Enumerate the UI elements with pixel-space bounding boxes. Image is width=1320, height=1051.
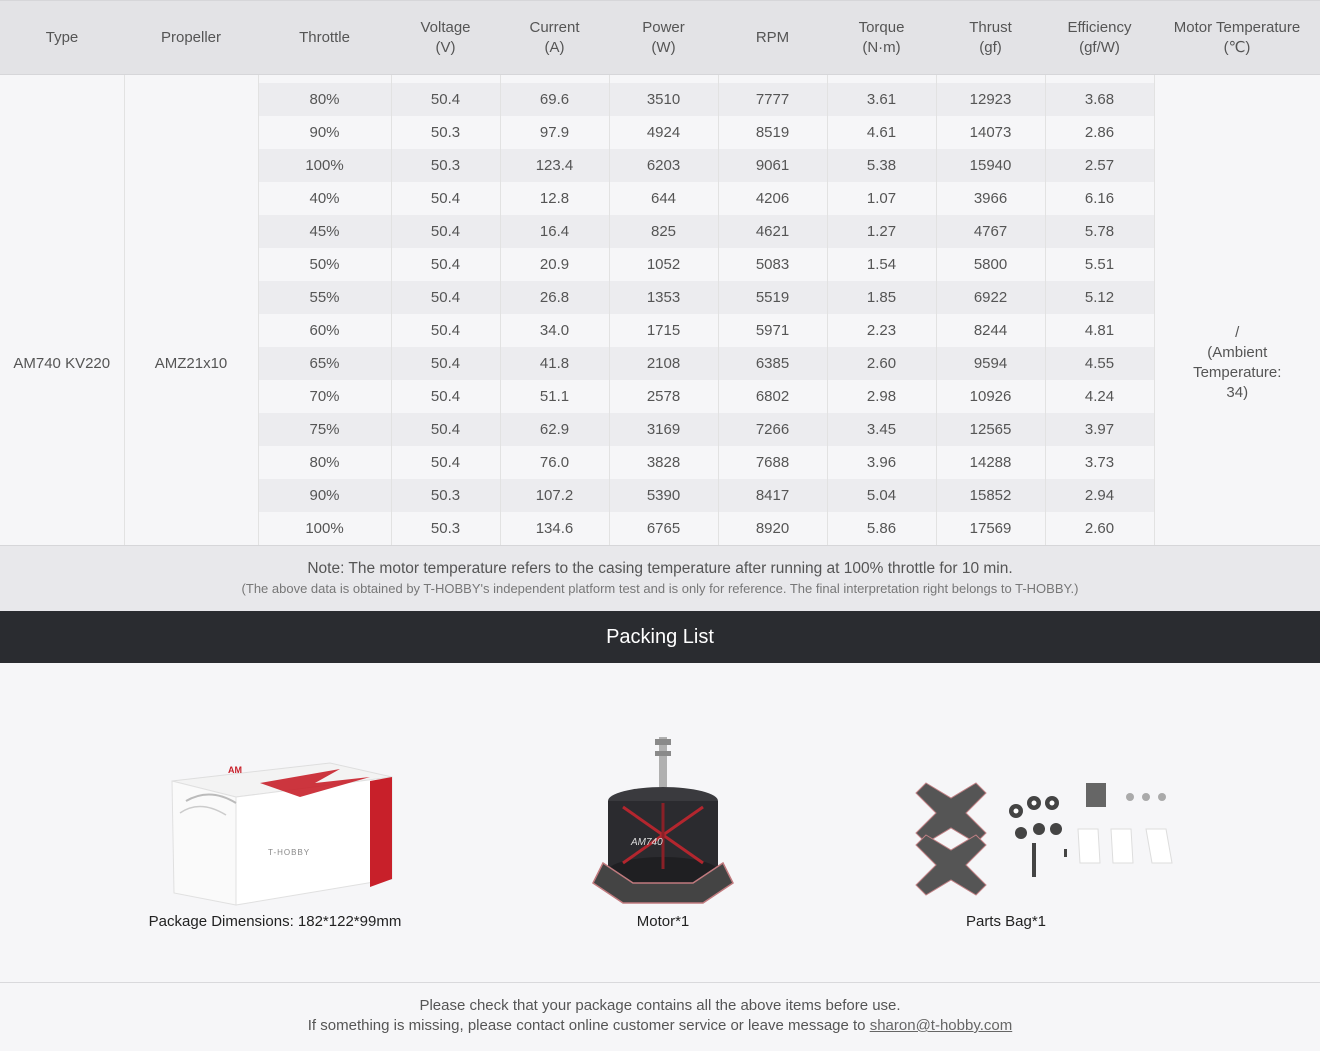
throttle-cell: 80% <box>258 83 391 116</box>
voltage-cell: 50.4 <box>391 314 500 347</box>
power-cell: 1052 <box>609 248 718 281</box>
motor-label: AM740 <box>631 836 663 848</box>
throttle-cell: 60% <box>258 314 391 347</box>
header-rpm: RPM <box>718 1 827 75</box>
test-note <box>0 545 1320 611</box>
power-cell: 5390 <box>609 479 718 512</box>
header-thrust <box>936 1 1045 75</box>
torque-cell: 2.23 <box>827 314 936 347</box>
header-efficiency-unit: (gf/W) <box>1079 38 1120 56</box>
voltage-cell: 50.4 <box>391 380 500 413</box>
header-efficiency <box>1045 1 1154 75</box>
parts-bag-item <box>906 763 1186 953</box>
voltage-cell: 50.4 <box>391 347 500 380</box>
voltage-cell: 50.4 <box>391 215 500 248</box>
power-cell: 6203 <box>609 149 718 182</box>
current-cell: 107.2 <box>500 479 609 512</box>
box-mark: AM <box>228 764 242 775</box>
efficiency-cell: 5.12 <box>1045 281 1154 314</box>
motor-item <box>583 733 743 953</box>
efficiency-cell: 2.60 <box>1045 512 1154 545</box>
motor-temp-line: / <box>1235 324 1240 341</box>
current-cell: 76.0 <box>500 446 609 479</box>
packing-list <box>0 663 1320 983</box>
power-cell: 644 <box>609 182 718 215</box>
thrust-cell: 4767 <box>936 215 1045 248</box>
header-torque-label: Torque <box>858 18 905 36</box>
header-voltage-unit: (V) <box>435 38 456 56</box>
thrust-cell: 15852 <box>936 479 1045 512</box>
prev-temp-cell <box>1154 75 1320 182</box>
note-line-2: (The above data is obtained by T-HOBBY's independent platform test and is only for reference. The final interpretation right belongs to T-HOBBY.) <box>241 580 1079 596</box>
throttle-cell: 75% <box>258 413 391 446</box>
motor-temp-line: (Ambient <box>1207 344 1268 361</box>
voltage-cell: 50.3 <box>391 512 500 545</box>
email-link[interactable]: sharon@t-hobby.com <box>869 1017 1013 1034</box>
torque-cell: 1.85 <box>827 281 936 314</box>
rpm-cell: 5083 <box>718 248 827 281</box>
efficiency-cell: 2.94 <box>1045 479 1154 512</box>
efficiency-cell: 6.16 <box>1045 182 1154 215</box>
package-item <box>140 743 410 953</box>
rpm-cell: 5971 <box>718 314 827 347</box>
power-cell: 4924 <box>609 116 718 149</box>
throttle-cell: 90% <box>258 479 391 512</box>
header-current <box>500 1 609 75</box>
rpm-cell: 5519 <box>718 281 827 314</box>
power-cell: 1353 <box>609 281 718 314</box>
header-thrust-unit: (gf) <box>979 38 1002 56</box>
throttle-cell: 45% <box>258 215 391 248</box>
rpm-cell: 4206 <box>718 182 827 215</box>
current-cell: 26.8 <box>500 281 609 314</box>
header-type: Type <box>0 1 124 75</box>
parts-bag-caption: Parts Bag*1 <box>965 912 1047 930</box>
efficiency-cell: 4.81 <box>1045 314 1154 347</box>
footer-line-2 <box>0 1016 1320 1036</box>
current-cell: 12.8 <box>500 182 609 215</box>
thrust-cell: 3966 <box>936 182 1045 215</box>
footer <box>0 984 1320 1051</box>
torque-cell: 1.54 <box>827 248 936 281</box>
header-current-label: Current <box>529 18 580 36</box>
torque-cell: 5.04 <box>827 479 936 512</box>
rpm-cell: 6802 <box>718 380 827 413</box>
current-cell: 134.6 <box>500 512 609 545</box>
current-cell: 16.4 <box>500 215 609 248</box>
current-cell: 69.6 <box>500 83 609 116</box>
prev-propeller-cell <box>124 75 258 182</box>
power-cell: 825 <box>609 215 718 248</box>
throttle-cell: 100% <box>258 149 391 182</box>
header-propeller: Propeller <box>124 1 258 75</box>
thrust-cell: 17569 <box>936 512 1045 545</box>
header-efficiency-label: Efficiency <box>1067 18 1132 36</box>
header-thrust-label: Thrust <box>969 18 1012 36</box>
thrust-cell: 12923 <box>936 83 1045 116</box>
motor-temp-line: 34) <box>1226 384 1249 401</box>
torque-cell: 3.96 <box>827 446 936 479</box>
voltage-cell: 50.4 <box>391 248 500 281</box>
efficiency-cell: 2.86 <box>1045 116 1154 149</box>
torque-cell: 4.61 <box>827 116 936 149</box>
voltage-cell: 50.4 <box>391 182 500 215</box>
efficiency-cell: 5.51 <box>1045 248 1154 281</box>
efficiency-cell: 2.57 <box>1045 149 1154 182</box>
header-throttle: Throttle <box>258 1 391 75</box>
rpm-cell: 7777 <box>718 83 827 116</box>
motor-temp-cell <box>1154 182 1320 545</box>
throttle-cell: 70% <box>258 380 391 413</box>
efficiency-cell: 3.97 <box>1045 413 1154 446</box>
header-power-label: Power <box>642 18 685 36</box>
top-rows <box>0 75 1320 182</box>
footer-line-1: Please check that your package contains all the above items before use. <box>419 997 901 1014</box>
throttle-cell: 90% <box>258 116 391 149</box>
power-cell: 2108 <box>609 347 718 380</box>
header-temp <box>1154 1 1320 75</box>
rpm-cell: 8920 <box>718 512 827 545</box>
power-cell: 1715 <box>609 314 718 347</box>
voltage-cell: 50.4 <box>391 413 500 446</box>
throttle-cell: 65% <box>258 347 391 380</box>
power-cell: 3828 <box>609 446 718 479</box>
header-voltage <box>391 1 500 75</box>
voltage-cell: 50.4 <box>391 281 500 314</box>
rpm-cell: 9061 <box>718 149 827 182</box>
voltage-cell: 50.3 <box>391 116 500 149</box>
throttle-cell: 50% <box>258 248 391 281</box>
power-cell: 6765 <box>609 512 718 545</box>
efficiency-cell: 3.68 <box>1045 83 1154 116</box>
rpm-cell: 8519 <box>718 116 827 149</box>
thrust-cell: 14073 <box>936 116 1045 149</box>
torque-cell: 1.07 <box>827 182 936 215</box>
packing-list-title: Packing List <box>0 611 1320 663</box>
current-cell: 41.8 <box>500 347 609 380</box>
torque-cell: 3.45 <box>827 413 936 446</box>
header-temp-unit: (℃) <box>1223 38 1251 56</box>
rpm-cell: 8417 <box>718 479 827 512</box>
note-line-1: Note: The motor temperature refers to the casing temperature after running at 100% throttle for 10 min. <box>307 559 1013 577</box>
box-brand: T-HOBBY <box>268 847 311 857</box>
data-block <box>0 182 1320 545</box>
header-voltage-label: Voltage <box>420 18 471 36</box>
parts-bag-icon <box>906 763 1186 913</box>
efficiency-cell: 5.78 <box>1045 215 1154 248</box>
power-cell: 3169 <box>609 413 718 446</box>
header-torque <box>827 1 936 75</box>
thrust-cell: 8244 <box>936 314 1045 347</box>
current-cell: 20.9 <box>500 248 609 281</box>
torque-cell: 5.86 <box>827 512 936 545</box>
throttle-cell: 80% <box>258 446 391 479</box>
torque-cell: 2.98 <box>827 380 936 413</box>
footer-line-2-text: If something is missing, please contact online customer service or leave message to <box>307 1017 870 1034</box>
current-cell: 97.9 <box>500 116 609 149</box>
voltage-cell: 50.4 <box>391 446 500 479</box>
package-caption: Package Dimensions: 182*122*99mm <box>148 912 402 930</box>
thrust-cell: 9594 <box>936 347 1045 380</box>
voltage-cell: 50.3 <box>391 149 500 182</box>
thrust-cell: 6922 <box>936 281 1045 314</box>
table-header <box>0 1 1320 75</box>
current-cell: 123.4 <box>500 149 609 182</box>
thrust-cell: 12565 <box>936 413 1045 446</box>
motor-icon <box>583 733 743 913</box>
torque-cell: 2.60 <box>827 347 936 380</box>
rpm-cell: 4621 <box>718 215 827 248</box>
power-cell: 3510 <box>609 83 718 116</box>
voltage-cell: 50.3 <box>391 479 500 512</box>
torque-cell: 1.27 <box>827 215 936 248</box>
rpm-cell: 7266 <box>718 413 827 446</box>
torque-cell: 3.61 <box>827 83 936 116</box>
table-row <box>0 182 1320 215</box>
throttle-cell: 55% <box>258 281 391 314</box>
header-temp-label: Motor Temperature <box>1173 18 1301 36</box>
header-power-unit: (W) <box>651 38 676 56</box>
power-cell: 2578 <box>609 380 718 413</box>
package-box-icon <box>140 743 410 913</box>
current-cell: 62.9 <box>500 413 609 446</box>
efficiency-cell: 4.24 <box>1045 380 1154 413</box>
voltage-cell: 50.4 <box>391 83 500 116</box>
current-cell: 34.0 <box>500 314 609 347</box>
header-power <box>609 1 718 75</box>
current-cell: 51.1 <box>500 380 609 413</box>
header-torque-unit: (N·m) <box>862 38 901 56</box>
thrust-cell: 10926 <box>936 380 1045 413</box>
motor-temp-line: Temperature: <box>1193 364 1282 381</box>
prev-type-cell <box>0 75 124 182</box>
rpm-cell: 7688 <box>718 446 827 479</box>
throttle-cell: 100% <box>258 512 391 545</box>
torque-cell: 5.38 <box>827 149 936 182</box>
motor-type-cell: AM740 KV220 <box>0 182 124 545</box>
thrust-cell: 5800 <box>936 248 1045 281</box>
throttle-cell: 40% <box>258 182 391 215</box>
efficiency-cell: 3.73 <box>1045 446 1154 479</box>
rpm-cell: 6385 <box>718 347 827 380</box>
motor-caption: Motor*1 <box>636 912 690 930</box>
header-current-unit: (A) <box>544 38 565 56</box>
thrust-cell: 15940 <box>936 149 1045 182</box>
thrust-cell: 14288 <box>936 446 1045 479</box>
efficiency-cell: 4.55 <box>1045 347 1154 380</box>
propeller-cell: AMZ21x10 <box>124 182 258 545</box>
